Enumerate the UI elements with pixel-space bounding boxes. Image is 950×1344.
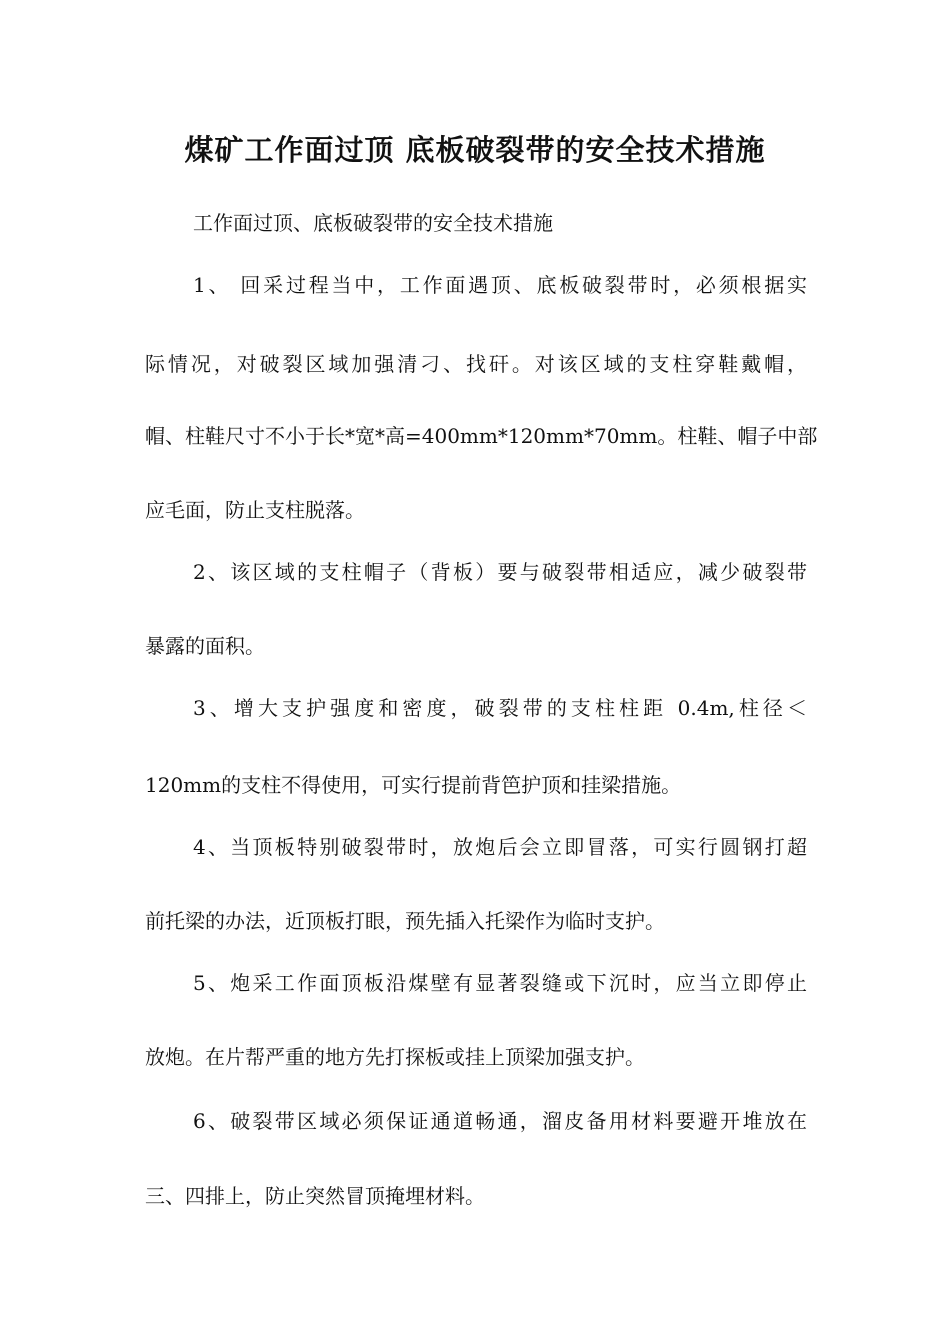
paragraph-line: 放炮。在片帮严重的地方先打探板或挂上顶梁加强支护。	[145, 1045, 645, 1069]
paragraph-line: 120mm的支柱不得使用，可实行提前背笆护顶和挂梁措施。	[145, 773, 682, 797]
paragraph-line: 2、该区域的支柱帽子（背板）要与破裂带相适应，减少破裂带	[193, 560, 807, 584]
paragraph-line: 3、增大支护强度和密度，破裂带的支柱柱距 0.4m,柱径＜	[193, 696, 807, 720]
document-title: 煤矿工作面过顶 底板破裂带的安全技术措施	[184, 133, 766, 167]
paragraph-line: 4、当顶板特别破裂带时，放炮后会立即冒落，可实行圆钢打超	[193, 835, 807, 859]
paragraph-line: 际情况，对破裂区域加强清刁、找矸。对该区域的支柱穿鞋戴帽，	[145, 352, 807, 376]
paragraph-line: 前托梁的办法，近顶板打眼，预先插入托梁作为临时支护。	[145, 909, 665, 933]
paragraph-line: 6、破裂带区域必须保证通道畅通，溜皮备用材料要避开堆放在	[193, 1109, 807, 1133]
section-heading: 工作面过顶、底板破裂带的安全技术措施	[193, 211, 553, 235]
paragraph-line: 三、四排上，防止突然冒顶掩埋材料。	[145, 1184, 485, 1208]
paragraph-line: 5、炮采工作面顶板沿煤壁有显著裂缝或下沉时，应当立即停止	[193, 971, 807, 995]
paragraph-line: 帽、柱鞋尺寸不小于长*宽*高=400mm*120mm*70mm。柱鞋、帽子中部	[145, 424, 818, 448]
paragraph-line: 1、 回采过程当中，工作面遇顶、底板破裂带时，必须根据实	[193, 273, 807, 297]
paragraph-line: 暴露的面积。	[145, 634, 265, 658]
paragraph-line: 应毛面，防止支柱脱落。	[145, 498, 365, 522]
